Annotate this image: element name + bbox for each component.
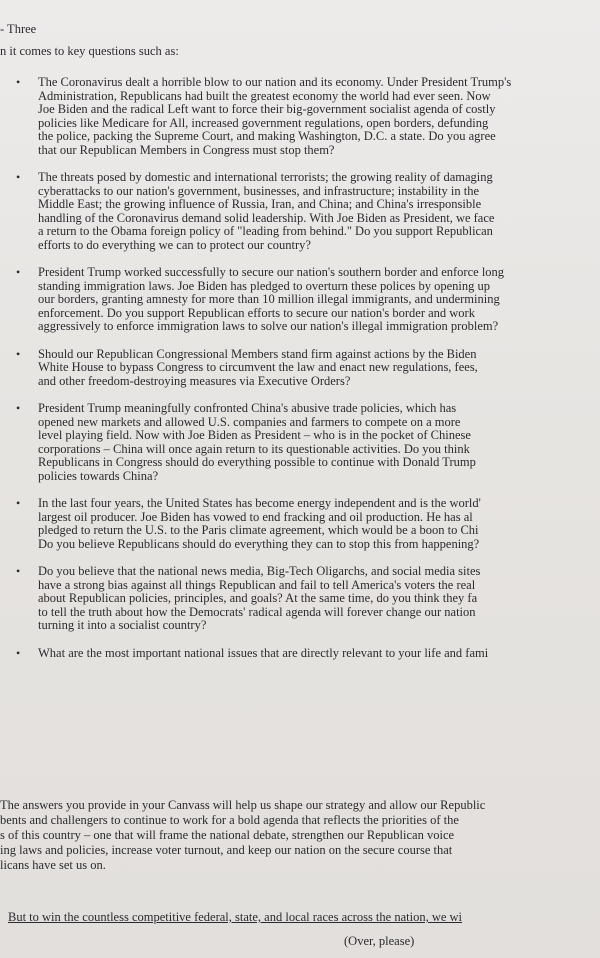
- question-line: about Republican policies, principles, and goals? At the same time, do you think they fa: [38, 591, 478, 605]
- question-line: President Trump meaningfully confronted China's abusive trade policies, which has: [38, 401, 457, 415]
- bullet-icon: •: [16, 170, 21, 184]
- question-line: Joe Biden and the radical Left want to force their big-government socialist agenda of costly: [38, 102, 496, 116]
- question-line: pledged to return the U.S. to the Paris climate agreement, which would be a boon to Chi: [38, 523, 479, 537]
- question-line: policies towards China?: [38, 468, 159, 483]
- intro-text: n it comes to key questions such as:: [0, 44, 179, 58]
- question-line: to tell the truth about how the Democrats' radical agenda will forever change our nation: [38, 604, 476, 619]
- question-item: [0, 647, 600, 661]
- question-line: turning it into a socialist country?: [38, 618, 207, 632]
- question-line: aggressively to enforce immigration laws to solve our nation's illegal immigration problem?: [38, 319, 499, 333]
- closing-line: licans have set us on.: [0, 858, 106, 872]
- question-line: opened new markets and allowed U.S. companies and farmers to compete on a more: [38, 414, 461, 429]
- question-item: [0, 76, 600, 157]
- bullet-icon: •: [16, 564, 21, 578]
- question-line: enforcement. Do you support Republican efforts to secure our nation's border and work: [38, 305, 475, 320]
- question-line: corporations – China will once again return to its questionable activities. Do you think: [38, 441, 470, 456]
- question-line: policies like Medicare for All, increased government regulations, open borders, defunding: [38, 115, 489, 130]
- question-line: efforts to do everything we can to protect our country?: [38, 237, 311, 252]
- question-line: Do you believe Republicans should do everything they can to stop this from happening?: [38, 536, 480, 551]
- question-item: [0, 497, 600, 551]
- question-line: standing immigration laws. Joe Biden has pledged to overturn these polices by opening up: [38, 278, 491, 293]
- call-to-action-line: But to win the countless competitive federal, state, and local races across the nation, we wi: [8, 910, 463, 924]
- closing-paragraph: [0, 798, 600, 873]
- question-item: [0, 402, 600, 483]
- question-line: The Coronavirus dealt a horrible blow to our nation and its economy. Under President Trump's: [38, 75, 512, 89]
- question-line: President Trump worked successfully to secure our nation's southern border and enforce long: [38, 265, 505, 279]
- question-line: cyberattacks to our nation's government, businesses, and infrastructure; instability in the: [38, 183, 480, 198]
- question-line: Do you believe that the national news media, Big-Tech Oligarchs, and social media sites: [38, 564, 481, 578]
- question-line: handling of the Coronavirus demand solid leadership. With Joe Biden as President, we face: [38, 210, 495, 225]
- question-item: [0, 171, 600, 252]
- question-line: level playing field. Now with Joe Biden as President – who is in the pocket of Chinese: [38, 428, 471, 442]
- closing-line: The answers you provide in your Canvass will help us shape our strategy and allow our Republic: [0, 798, 486, 812]
- closing-line: s of this country – one that will frame the national debate, strengthen our Republican voice: [0, 828, 455, 842]
- question-line: In the last four years, the United States has become energy independent and is the world': [38, 496, 481, 510]
- question-line: have a strong bias against all things Republican and fail to tell America's voters the real: [38, 577, 476, 592]
- question-line: and other freedom-destroying measures via Executive Orders?: [38, 373, 351, 388]
- closing-line: ing laws and policies, increase voter turnout, and keep our nation on the secure course that: [0, 843, 453, 857]
- question-line: that our Republican Members in Congress must stop them?: [38, 142, 335, 157]
- question-line: White House to bypass Congress to circumvent the law and enact new regulations, fees,: [38, 360, 478, 374]
- question-item: [0, 266, 600, 334]
- page-header: - Three: [0, 22, 37, 36]
- question-line: Administration, Republicans had built the greatest economy the world had ever seen. Now: [38, 88, 491, 103]
- bullet-icon: •: [16, 346, 21, 361]
- over-please-note: (Over, please): [344, 934, 415, 948]
- bullet-icon: •: [16, 645, 21, 660]
- question-line: Republicans in Congress should do everything possible to continue with Donald Trump: [38, 455, 476, 469]
- question-line: What are the most important national issues that are directly relevant to your life and fami: [38, 645, 489, 660]
- closing-line: bents and challengers to continue to work for a bold agenda that reflects the priorities of the: [0, 813, 459, 827]
- question-item: [0, 565, 600, 633]
- question-line: our borders, granting amnesty for more than 10 million illegal immigrants, and undermining: [38, 292, 500, 306]
- question-line: The threats posed by domestic and international terrorists; the growing reality of damaging: [38, 170, 493, 184]
- question-line: a return to the Obama foreign policy of "leading from behind." Do you support Republican: [38, 224, 493, 238]
- question-line: Middle East; the growing influence of Russia, Iran, and China; and China's irresponsible: [38, 197, 482, 211]
- question-line: largest oil producer. Joe Biden has vowed to end fracking and oil production. He has al: [38, 509, 473, 524]
- question-line: Should our Republican Congressional Members stand firm against actions by the Biden: [38, 346, 477, 361]
- question-line: the police, packing the Supreme Court, and making Washington, D.C. a state. Do you agree: [38, 129, 496, 143]
- question-list: [0, 76, 600, 674]
- question-item: [0, 348, 600, 389]
- bullet-icon: •: [16, 265, 21, 279]
- bullet-icon: •: [16, 401, 21, 415]
- bullet-icon: •: [16, 75, 21, 89]
- bullet-icon: •: [16, 496, 21, 510]
